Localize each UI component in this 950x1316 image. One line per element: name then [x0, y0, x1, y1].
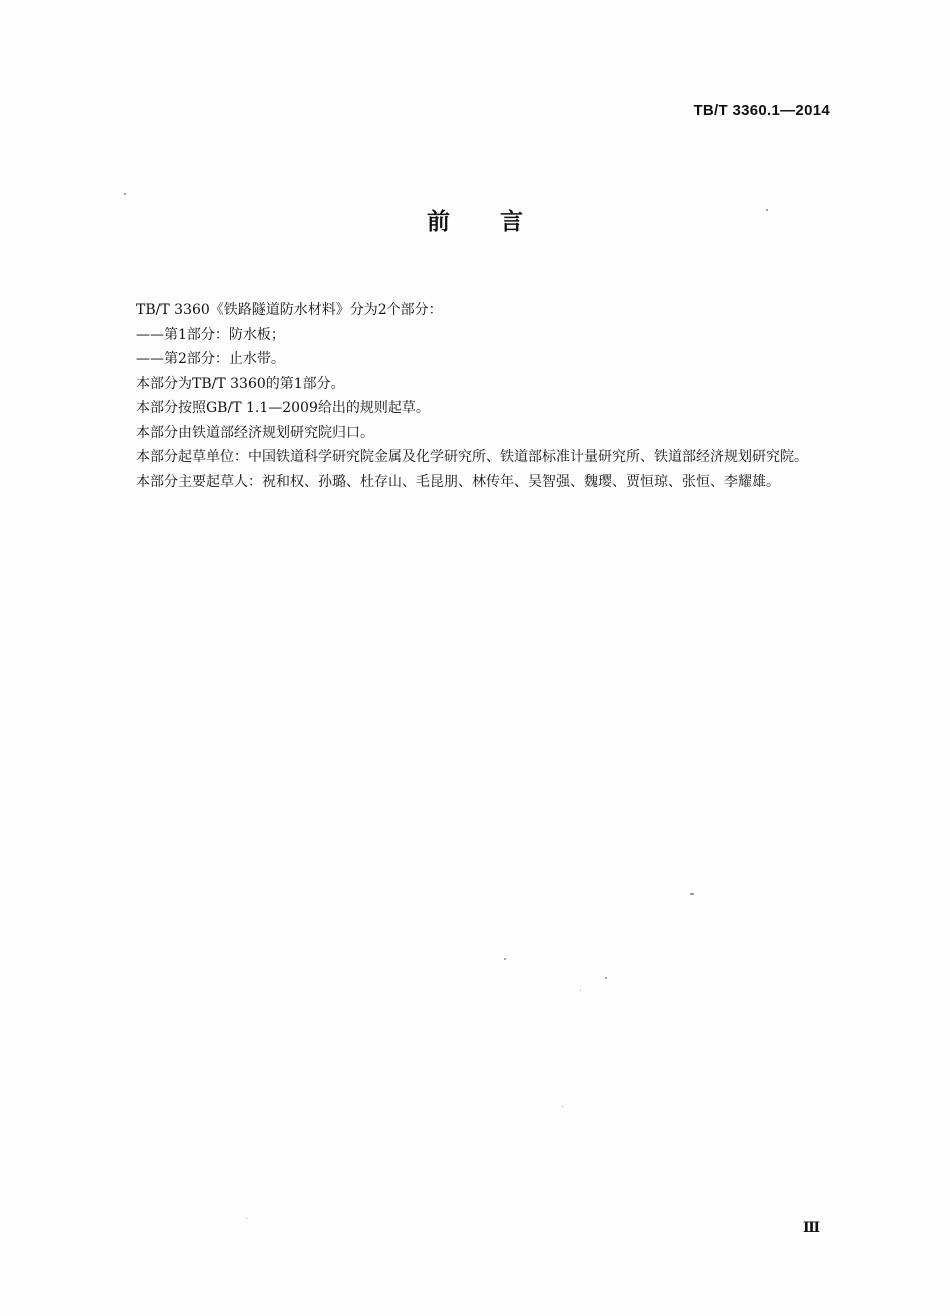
standard-code: TB/T 3360.1—2014: [693, 102, 830, 119]
scan-speck: [605, 977, 607, 979]
scan-speck: [690, 893, 694, 895]
scan-speck: [246, 1218, 247, 1219]
paragraph: ——第1部分：防水板；: [136, 326, 285, 343]
paragraph: 本部分按照GB/T 1.1—2009给出的规则起草。: [136, 400, 430, 416]
scan-speck: [580, 990, 581, 991]
paragraph: 本部分主要起草人：祝和权、孙璐、杜存山、毛昆朋、林传年、吴智强、魏璎、贾恒琼、张恒、李耀雄。: [136, 473, 780, 490]
preface-body: [118, 298, 832, 494]
page-number: Ⅲ: [802, 1220, 820, 1236]
paragraph: ——第2部分：止水带。: [136, 351, 285, 367]
scan-speck: [562, 1106, 563, 1107]
scan-speck: [766, 209, 768, 211]
paragraph: 本部分由铁道部经济规划研究院归口。: [136, 424, 374, 441]
scan-speck: [124, 193, 126, 195]
page-title: 前言: [427, 209, 573, 235]
paragraph: 本部分起草单位：中国铁道科学研究院金属及化学研究所、铁道部标准计量研究所、铁道部经济规划研究院。: [136, 449, 808, 465]
scan-speck: [504, 958, 506, 960]
paragraph: 本部分为TB/T 3360的第1部分。: [136, 375, 345, 392]
paragraph: TB/T 3360《铁路隧道防水材料》分为2个部分：: [136, 302, 443, 318]
